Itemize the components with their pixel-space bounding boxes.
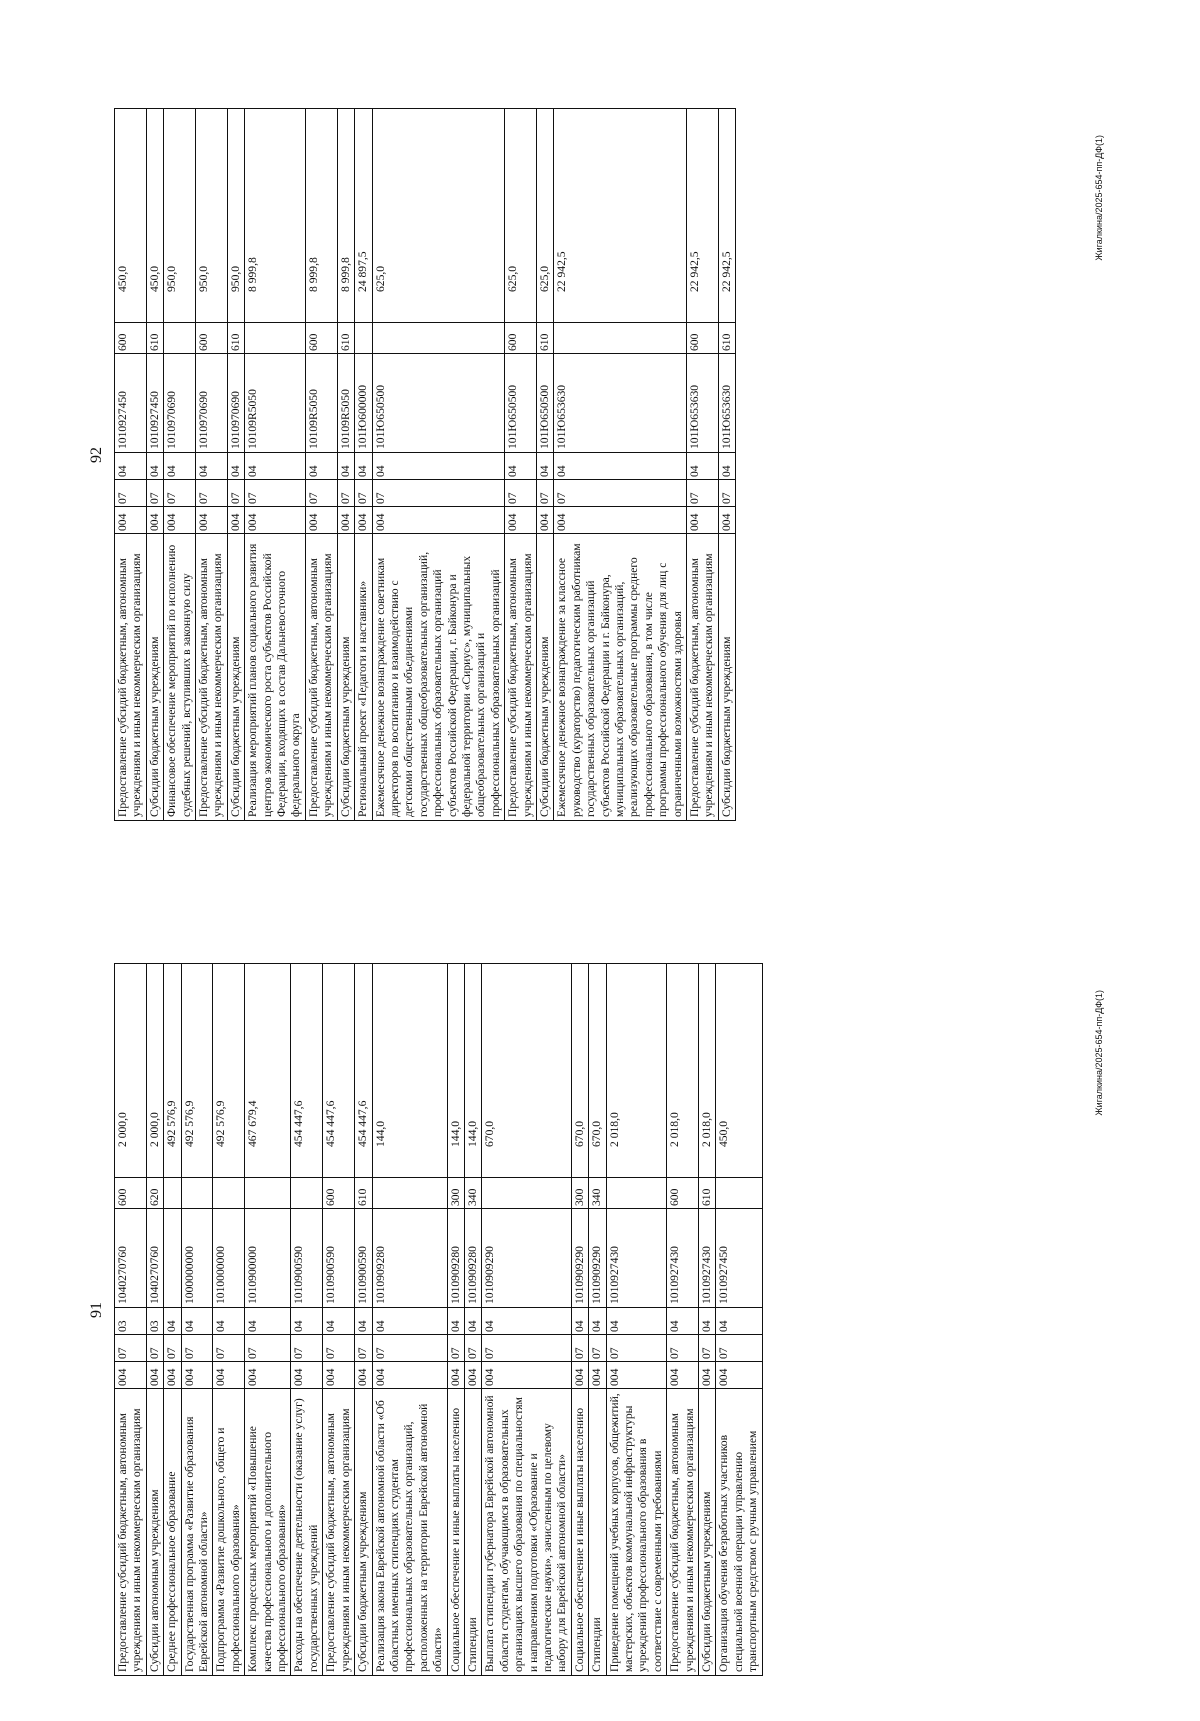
row-name: Региональный проект «Педагоги и наставники» [355, 534, 372, 821]
row-rz-code: 07 [606, 1335, 667, 1362]
row-amount: 24 897,5 [355, 109, 372, 323]
row-pr-code: 03 [146, 1308, 163, 1335]
table-row [589, 964, 606, 1676]
row-gr-code: 004 [718, 507, 735, 534]
row-gr-code: 004 [146, 507, 163, 534]
row-csr-code: 1010927430 [606, 1209, 667, 1308]
row-csr-code: 1010909290 [589, 1209, 606, 1308]
row-vr-code: 610 [718, 323, 735, 354]
row-name: Социальное обеспечение и иные выплаты населению [447, 1389, 464, 1676]
row-vr-code: 340 [589, 1178, 606, 1209]
row-csr-code: 101Ю650500 [505, 354, 537, 453]
row-rz-code: 07 [699, 1335, 716, 1362]
table-row [323, 964, 355, 1676]
row-rz-code: 07 [589, 1335, 606, 1362]
row-amount: 625,0 [372, 109, 505, 323]
row-pr-code: 04 [164, 453, 196, 480]
row-vr-code [716, 1178, 762, 1209]
row-csr-code: 1010970690 [196, 354, 228, 453]
row-gr-code: 004 [372, 1362, 447, 1389]
row-name: Ежемесячное денежное вознаграждение за классное руководство (кураторство) педагогическим работникам государственных образовательных организаций субъектов Российской Федерации и г. Байконура, муниципальных образовательных организаций, реализующих образовательные программы среднего профессионального образования, в том числе программы профессионального обучения для лиц с ограниченными возможностями здоровья [554, 534, 687, 821]
row-csr-code: 1010900590 [323, 1209, 355, 1308]
table-row [447, 964, 464, 1676]
row-csr-code: 1010909280 [372, 1209, 447, 1308]
row-amount: 950,0 [164, 109, 196, 323]
table-row [355, 109, 372, 821]
row-vr-code [164, 323, 196, 354]
row-gr-code: 004 [536, 507, 553, 534]
row-csr-code: 101Ю650500 [536, 354, 553, 453]
row-amount: 492 576,9 [213, 964, 245, 1178]
row-vr-code: 610 [337, 323, 354, 354]
table-row [687, 109, 719, 821]
row-amount: 492 576,9 [181, 964, 213, 1178]
row-name: Предоставление субсидий бюджетным, автономным учреждениям и иным некоммерческим организациям [505, 534, 537, 821]
row-pr-code: 04 [667, 1308, 699, 1335]
row-name: Субсидии бюджетным учреждениям [337, 534, 354, 821]
row-vr-code [213, 1178, 245, 1209]
row-rz-code: 07 [718, 480, 735, 507]
table-row [606, 964, 667, 1676]
row-amount: 144,0 [447, 964, 464, 1178]
row-pr-code: 04 [687, 453, 719, 480]
row-amount: 144,0 [372, 964, 447, 1178]
row-rz-code: 07 [291, 1335, 323, 1362]
table-row [115, 109, 147, 821]
row-pr-code: 04 [196, 453, 228, 480]
table-row [115, 964, 147, 1676]
row-vr-code [355, 323, 372, 354]
table-row [305, 109, 337, 821]
row-amount: 2 018,0 [606, 964, 667, 1178]
row-amount: 22 942,5 [718, 109, 735, 323]
row-pr-code: 04 [464, 1308, 481, 1335]
row-gr-code: 004 [227, 507, 244, 534]
row-rz-code: 07 [227, 480, 244, 507]
row-csr-code: 101Ю653630 [687, 354, 719, 453]
row-vr-code: 300 [571, 1178, 588, 1209]
row-rz-code: 07 [687, 480, 719, 507]
table-row [245, 109, 306, 821]
row-rz-code: 07 [146, 480, 163, 507]
row-pr-code: 04 [181, 1308, 213, 1335]
row-pr-code: 04 [718, 453, 735, 480]
row-pr-code: 04 [164, 1308, 181, 1335]
row-gr-code: 004 [115, 507, 147, 534]
row-pr-code: 04 [227, 453, 244, 480]
row-vr-code: 600 [196, 323, 228, 354]
row-csr-code: 1010000000 [213, 1209, 245, 1308]
row-gr-code: 004 [699, 1362, 716, 1389]
table-row [213, 964, 245, 1676]
row-gr-code: 004 [372, 507, 505, 534]
row-name: Выплата стипендии губернатора Еврейской автономной области студентам, обучающимся в образовательных организациях высшего образования по специальностям и направлениям подготовки «Образование и педагогические науки», зачисленным по целевому набору для Еврейской автономной области» [482, 1389, 571, 1676]
row-name: Реализация мероприятий планов социального развития центров экономического роста субъектов Российской Федерации, входящих в состав Дальневосточного федерального округа [245, 534, 306, 821]
table-row [164, 109, 196, 821]
row-gr-code: 004 [687, 507, 719, 534]
table-row [196, 109, 228, 821]
table-row [337, 109, 354, 821]
row-vr-code: 600 [115, 323, 147, 354]
row-csr-code: 1010909290 [571, 1209, 588, 1308]
row-csr-code: 1010909280 [464, 1209, 481, 1308]
table-row [718, 109, 735, 821]
table-row [164, 964, 181, 1676]
row-name: Субсидии бюджетным учреждениям [355, 1389, 372, 1676]
row-gr-code: 004 [482, 1362, 571, 1389]
row-gr-code: 004 [196, 507, 228, 534]
row-rz-code: 07 [181, 1335, 213, 1362]
row-csr-code: 1010970690 [164, 354, 196, 453]
row-csr-code: 1010927430 [699, 1209, 716, 1308]
row-pr-code: 04 [323, 1308, 355, 1335]
row-vr-code [372, 1178, 447, 1209]
row-name: Подпрограмма «Развитие дошкольного, общего и профессионального образования» [213, 1389, 245, 1676]
row-name: Государственная программа «Развитие образования Еврейской автономной области» [181, 1389, 213, 1676]
row-amount: 450,0 [115, 109, 147, 323]
table-row [699, 964, 716, 1676]
row-name: Финансовое обеспечение мероприятий по исполнению судебных решений, вступивших в законную силу [164, 534, 196, 821]
row-rz-code: 07 [115, 480, 147, 507]
row-pr-code: 04 [291, 1308, 323, 1335]
row-name: Субсидии бюджетным учреждениям [699, 1389, 716, 1676]
row-vr-code [291, 1178, 323, 1209]
row-name: Социальное обеспечение и иные выплаты населению [571, 1389, 588, 1676]
row-gr-code: 004 [716, 1362, 762, 1389]
row-rz-code: 07 [464, 1335, 481, 1362]
row-csr-code: 1010900590 [355, 1209, 372, 1308]
row-amount: 2 018,0 [699, 964, 716, 1178]
row-amount: 450,0 [716, 964, 762, 1178]
row-pr-code: 04 [606, 1308, 667, 1335]
row-rz-code: 07 [554, 480, 687, 507]
row-name: Стипендии [464, 1389, 481, 1676]
row-name: Предоставление субсидий бюджетным, автономным учреждениям и иным некоммерческим организациям [323, 1389, 355, 1676]
budget-table [114, 108, 736, 821]
row-gr-code: 004 [164, 507, 196, 534]
row-csr-code: 101Ю653630 [554, 354, 687, 453]
row-vr-code: 600 [687, 323, 719, 354]
row-name: Реализация закона Еврейской автономной области «Об областных именных стипендиях студентам профессиональных образовательных организаций, расположенных на территории Еврейской автономной области» [372, 1389, 447, 1676]
row-amount: 8 999,8 [305, 109, 337, 323]
row-pr-code: 04 [355, 1308, 372, 1335]
row-vr-code: 300 [447, 1178, 464, 1209]
table-row [245, 964, 291, 1676]
table-row [355, 964, 372, 1676]
row-rz-code: 07 [164, 480, 196, 507]
document-footer: Жигалкина/2025-654-пп-ДФ(1) [1094, 135, 1104, 261]
row-name: Субсидии автономным учреждениям [146, 1389, 163, 1676]
row-pr-code: 04 [482, 1308, 571, 1335]
row-rz-code: 07 [146, 1335, 163, 1362]
row-gr-code: 004 [291, 1362, 323, 1389]
row-name: Предоставление субсидий бюджетным, автономным учреждениям и иным некоммерческим организациям [115, 534, 147, 821]
row-rz-code: 07 [196, 480, 228, 507]
row-csr-code: 1010900000 [245, 1209, 291, 1308]
row-csr-code: 1010900590 [291, 1209, 323, 1308]
table-row [291, 964, 323, 1676]
row-csr-code: 1000000000 [181, 1209, 213, 1308]
row-rz-code: 07 [536, 480, 553, 507]
row-name: Приведение помещений учебных корпусов, общежитий, мастерских, объектов коммунальной инфраструктуры учреждений профессионального образования в соответствие с современными требованиями [606, 1389, 667, 1676]
row-pr-code: 04 [245, 453, 306, 480]
row-name: Ежемесячное денежное вознаграждение советникам директоров по воспитанию и взаимодействию с детскими общественными объединениями государственных общеобразовательных организаций, профессиональных образовательных организаций субъектов Российской Федерации, г. Байконура и федеральной территории «Сириус», муниципальных общеобразовательных организаций и профессиональных образовательных организаций [372, 534, 505, 821]
row-csr-code: 101Ю600000 [355, 354, 372, 453]
row-amount: 670,0 [571, 964, 588, 1178]
row-gr-code: 004 [606, 1362, 667, 1389]
budget-table [114, 963, 763, 1676]
row-csr-code: 10109R5050 [337, 354, 354, 453]
row-csr-code: 1010927450 [716, 1209, 762, 1308]
row-gr-code: 004 [589, 1362, 606, 1389]
table-row [227, 109, 244, 821]
table-row [464, 964, 481, 1676]
row-pr-code: 04 [355, 453, 372, 480]
row-gr-code: 004 [337, 507, 354, 534]
row-name: Субсидии бюджетным учреждениям [536, 534, 553, 821]
row-vr-code [482, 1178, 571, 1209]
row-pr-code: 04 [372, 453, 505, 480]
row-name: Субсидии бюджетным учреждениям [718, 534, 735, 821]
row-csr-code [164, 1209, 181, 1308]
row-name: Предоставление субсидий бюджетным, автономным учреждениям и иным некоммерческим организациям [687, 534, 719, 821]
row-amount: 22 942,5 [687, 109, 719, 323]
row-name: Предоставление субсидий бюджетным, автономным учреждениям и иным некоммерческим организациям [305, 534, 337, 821]
row-name: Предоставление субсидий бюджетным, автономным учреждениям и иным некоммерческим организациям [115, 1389, 147, 1676]
row-amount: 144,0 [464, 964, 481, 1178]
row-vr-code: 610 [699, 1178, 716, 1209]
row-name: Субсидии бюджетным учреждениям [227, 534, 244, 821]
table-row [146, 964, 163, 1676]
row-vr-code: 620 [146, 1178, 163, 1209]
row-gr-code: 004 [245, 507, 306, 534]
table-row [505, 109, 537, 821]
row-vr-code: 600 [323, 1178, 355, 1209]
row-pr-code: 04 [213, 1308, 245, 1335]
row-rz-code: 07 [213, 1335, 245, 1362]
row-rz-code: 07 [716, 1335, 762, 1362]
row-name: Субсидии бюджетным учреждениям [146, 534, 163, 821]
row-rz-code: 07 [571, 1335, 588, 1362]
row-pr-code: 04 [589, 1308, 606, 1335]
row-csr-code: 10109R5050 [245, 354, 306, 453]
row-pr-code: 04 [146, 453, 163, 480]
document-footer: Жигалкина/2025-654-пп-ДФ(1) [1094, 990, 1104, 1116]
row-pr-code: 04 [554, 453, 687, 480]
row-name: Комплекс процессных мероприятий «Повышение качества профессионального и дополнительного профессионального образования» [245, 1389, 291, 1676]
page-number: 92 [88, 447, 105, 463]
row-amount: 2 000,0 [115, 964, 147, 1178]
row-gr-code: 004 [667, 1362, 699, 1389]
page-number: 91 [88, 1302, 105, 1318]
row-amount: 454 447,6 [355, 964, 372, 1178]
row-amount: 625,0 [505, 109, 537, 323]
row-rz-code: 07 [505, 480, 537, 507]
row-name: Среднее профессиональное образование [164, 1389, 181, 1676]
row-gr-code: 004 [323, 1362, 355, 1389]
row-amount: 625,0 [536, 109, 553, 323]
row-csr-code: 101Ю653630 [718, 354, 735, 453]
row-vr-code [245, 323, 306, 354]
table-row [482, 964, 571, 1676]
row-vr-code [372, 323, 505, 354]
row-name: Предоставление субсидий бюджетным, автономным учреждениям и иным некоммерческим организациям [196, 534, 228, 821]
row-csr-code: 1010927430 [667, 1209, 699, 1308]
row-gr-code: 004 [505, 507, 537, 534]
row-vr-code: 600 [115, 1178, 147, 1209]
row-pr-code: 04 [571, 1308, 588, 1335]
row-pr-code: 04 [716, 1308, 762, 1335]
row-rz-code: 07 [667, 1335, 699, 1362]
table-row [536, 109, 553, 821]
row-rz-code: 07 [245, 480, 306, 507]
row-rz-code: 07 [372, 480, 505, 507]
row-amount: 670,0 [589, 964, 606, 1178]
row-vr-code [245, 1178, 291, 1209]
row-pr-code: 04 [699, 1308, 716, 1335]
row-amount: 950,0 [196, 109, 228, 323]
row-vr-code [554, 323, 687, 354]
row-csr-code: 1010927450 [115, 354, 147, 453]
table-row [667, 964, 699, 1676]
row-amount: 454 447,6 [323, 964, 355, 1178]
row-pr-code: 04 [115, 453, 147, 480]
row-csr-code: 1010970690 [227, 354, 244, 453]
row-amount: 454 447,6 [291, 964, 323, 1178]
row-vr-code: 600 [667, 1178, 699, 1209]
row-gr-code: 004 [464, 1362, 481, 1389]
table-row [716, 964, 762, 1676]
row-gr-code: 004 [164, 1362, 181, 1389]
row-csr-code: 10109R5050 [305, 354, 337, 453]
row-vr-code: 600 [305, 323, 337, 354]
row-gr-code: 004 [355, 1362, 372, 1389]
row-amount: 8 999,8 [337, 109, 354, 323]
row-pr-code: 04 [447, 1308, 464, 1335]
row-vr-code: 610 [227, 323, 244, 354]
row-amount: 450,0 [146, 109, 163, 323]
row-name: Организация обучения безработных участников специальной военной операции управлению транспортным средством с ручным управлением [716, 1389, 762, 1676]
row-rz-code: 07 [245, 1335, 291, 1362]
row-rz-code: 07 [305, 480, 337, 507]
row-gr-code: 004 [115, 1362, 147, 1389]
table-row [372, 964, 447, 1676]
row-pr-code: 04 [505, 453, 537, 480]
row-gr-code: 004 [181, 1362, 213, 1389]
row-pr-code: 04 [372, 1308, 447, 1335]
row-vr-code: 610 [146, 323, 163, 354]
row-name: Расходы на обеспечение деятельности (оказание услуг) государственных учреждений [291, 1389, 323, 1676]
row-vr-code: 610 [536, 323, 553, 354]
table-row [554, 109, 687, 821]
row-csr-code: 101Ю650500 [372, 354, 505, 453]
row-gr-code: 004 [447, 1362, 464, 1389]
row-rz-code: 07 [482, 1335, 571, 1362]
row-rz-code: 07 [372, 1335, 447, 1362]
row-pr-code: 04 [536, 453, 553, 480]
row-amount: 467 679,4 [245, 964, 291, 1178]
row-vr-code [181, 1178, 213, 1209]
row-gr-code: 004 [213, 1362, 245, 1389]
row-rz-code: 07 [323, 1335, 355, 1362]
row-pr-code: 04 [245, 1308, 291, 1335]
row-vr-code: 610 [355, 1178, 372, 1209]
row-gr-code: 004 [554, 507, 687, 534]
row-rz-code: 07 [355, 480, 372, 507]
row-amount: 670,0 [482, 964, 571, 1178]
row-name: Стипендии [589, 1389, 606, 1676]
row-amount: 950,0 [227, 109, 244, 323]
row-pr-code: 04 [305, 453, 337, 480]
row-amount: 22 942,5 [554, 109, 687, 323]
row-name: Предоставление субсидий бюджетным, автономным учреждениям и иным некоммерческим организациям [667, 1389, 699, 1676]
row-gr-code: 004 [305, 507, 337, 534]
row-vr-code: 600 [505, 323, 537, 354]
row-gr-code: 004 [146, 1362, 163, 1389]
row-vr-code [164, 1178, 181, 1209]
row-csr-code: 1040270760 [146, 1209, 163, 1308]
table-row [181, 964, 213, 1676]
row-vr-code: 340 [464, 1178, 481, 1209]
row-pr-code: 03 [115, 1308, 147, 1335]
row-gr-code: 004 [245, 1362, 291, 1389]
row-csr-code: 1010909290 [482, 1209, 571, 1308]
row-csr-code: 1010909280 [447, 1209, 464, 1308]
row-rz-code: 07 [164, 1335, 181, 1362]
row-vr-code [606, 1178, 667, 1209]
row-rz-code: 07 [355, 1335, 372, 1362]
row-gr-code: 004 [355, 507, 372, 534]
row-amount: 2 018,0 [667, 964, 699, 1178]
row-amount: 8 999,8 [245, 109, 306, 323]
table-row [571, 964, 588, 1676]
row-amount: 2 000,0 [146, 964, 163, 1178]
row-rz-code: 07 [115, 1335, 147, 1362]
row-rz-code: 07 [337, 480, 354, 507]
table-row [372, 109, 505, 821]
row-csr-code: 1040270760 [115, 1209, 147, 1308]
row-gr-code: 004 [571, 1362, 588, 1389]
table-row [146, 109, 163, 821]
row-rz-code: 07 [447, 1335, 464, 1362]
row-amount: 492 576,9 [164, 964, 181, 1178]
row-csr-code: 1010927450 [146, 354, 163, 453]
row-pr-code: 04 [337, 453, 354, 480]
